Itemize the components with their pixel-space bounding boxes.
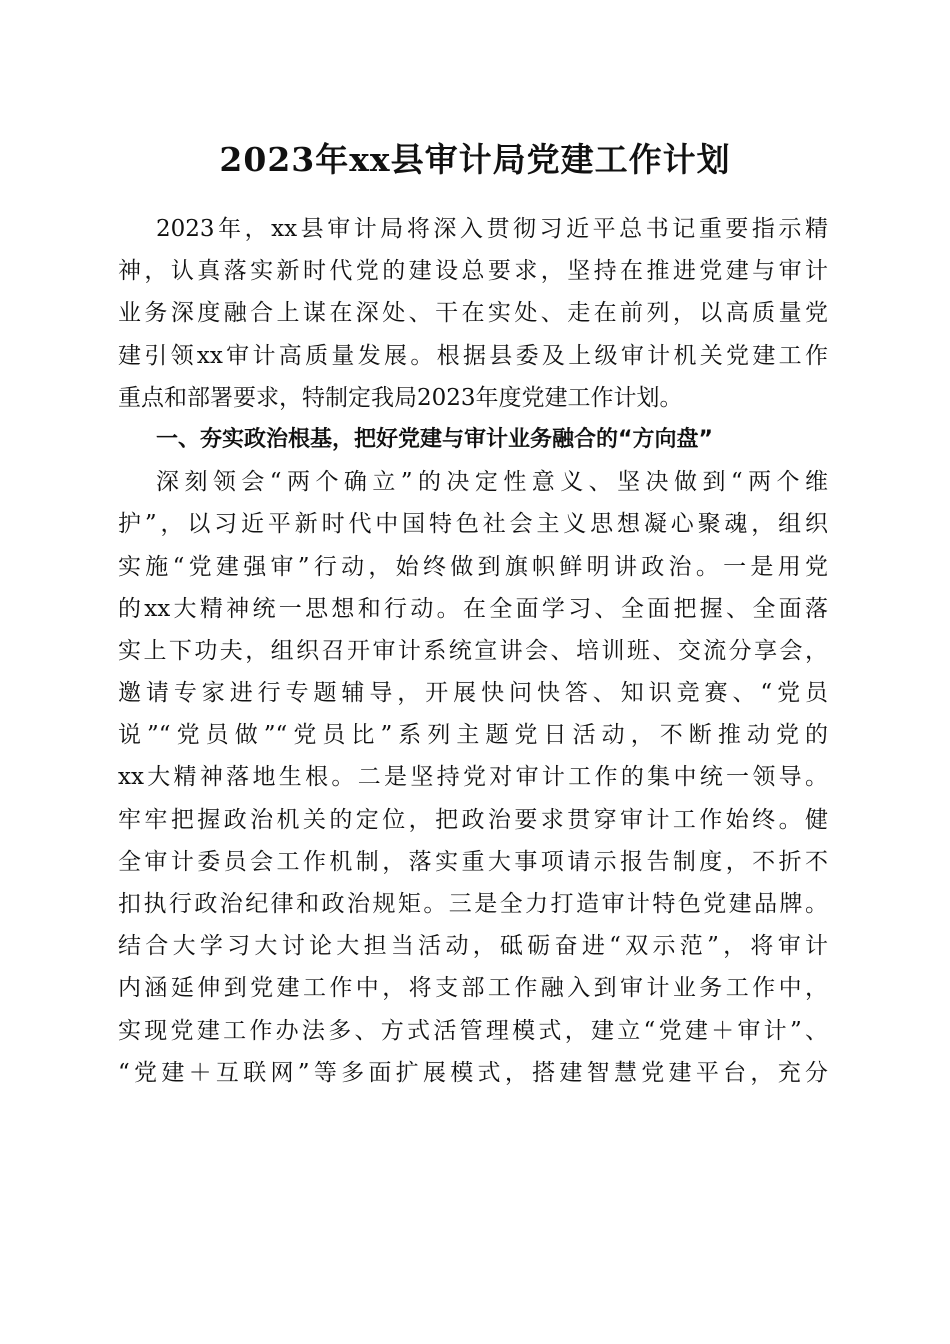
paragraph-line: 神，认真落实新时代党的建设总要求，坚持在推进党建与审计 — [118, 258, 828, 285]
paragraph-line: 重点和部署要求，特制定我局2023年度党建工作计划。 — [118, 384, 683, 411]
document-body — [118, 209, 828, 1095]
paragraph-line: 实上下功夫，组织召开审计系统宣讲会、培训班、交流分享会， — [118, 637, 828, 664]
paragraph-line: 牢牢把握政治机关的定位，把政治要求贯穿审计工作始终。健 — [118, 806, 828, 833]
paragraph-line: 说”“党员做”“党员比”系列主题党日活动，不断推动党的 — [118, 722, 828, 749]
paragraph-line: 内涵延伸到党建工作中，将支部工作融入到审计业务工作中， — [118, 975, 828, 1002]
paragraph-line: 邀请专家进行专题辅导，开展快问快答、知识竞赛、“党员 — [118, 680, 828, 707]
paragraph-line: 扣执行政治纪律和政治规矩。三是全力打造审计特色党建品牌。 — [118, 891, 828, 917]
document-title: 2023年xx县审计局党建工作计划 — [219, 140, 731, 179]
paragraph-line: 结合大学习大讨论大担当活动，砥砺奋进“双示范”，将审计 — [118, 933, 828, 960]
paragraph-line: 实现党建工作办法多、方式活管理模式，建立“党建＋审计”、 — [118, 1017, 828, 1044]
paragraph-line: xx大精神落地生根。二是坚持党对审计工作的集中统一领导。 — [118, 764, 828, 791]
paragraph-line: 深刻领会“两个确立”的决定性意义、坚决做到“两个维 — [156, 469, 828, 496]
section-heading: 一、夯实政治根基，把好党建与审计业务融合的“方向盘” — [156, 426, 713, 452]
paragraph-line: 2023年，xx县审计局将深入贯彻习近平总书记重要指示精 — [156, 216, 828, 242]
paragraph-line: “党建＋互联网”等多面扩展模式，搭建智慧党建平台，充分 — [118, 1059, 828, 1086]
paragraph-line: 实施“党建强审”行动，始终做到旗帜鲜明讲政治。一是用党 — [118, 553, 828, 580]
paragraph-line: 护”，以习近平新时代中国特色社会主义思想凝心聚魂，组织 — [118, 511, 828, 538]
paragraph-line: 的xx大精神统一思想和行动。在全面学习、全面把握、全面落 — [118, 595, 828, 622]
paragraph-line: 业务深度融合上谋在深处、干在实处、走在前列，以高质量党 — [118, 300, 828, 327]
paragraph-line: 全审计委员会工作机制，落实重大事项请示报告制度，不折不 — [118, 848, 828, 875]
paragraph-line: 建引领xx审计高质量发展。根据县委及上级审计机关党建工作 — [118, 342, 828, 369]
